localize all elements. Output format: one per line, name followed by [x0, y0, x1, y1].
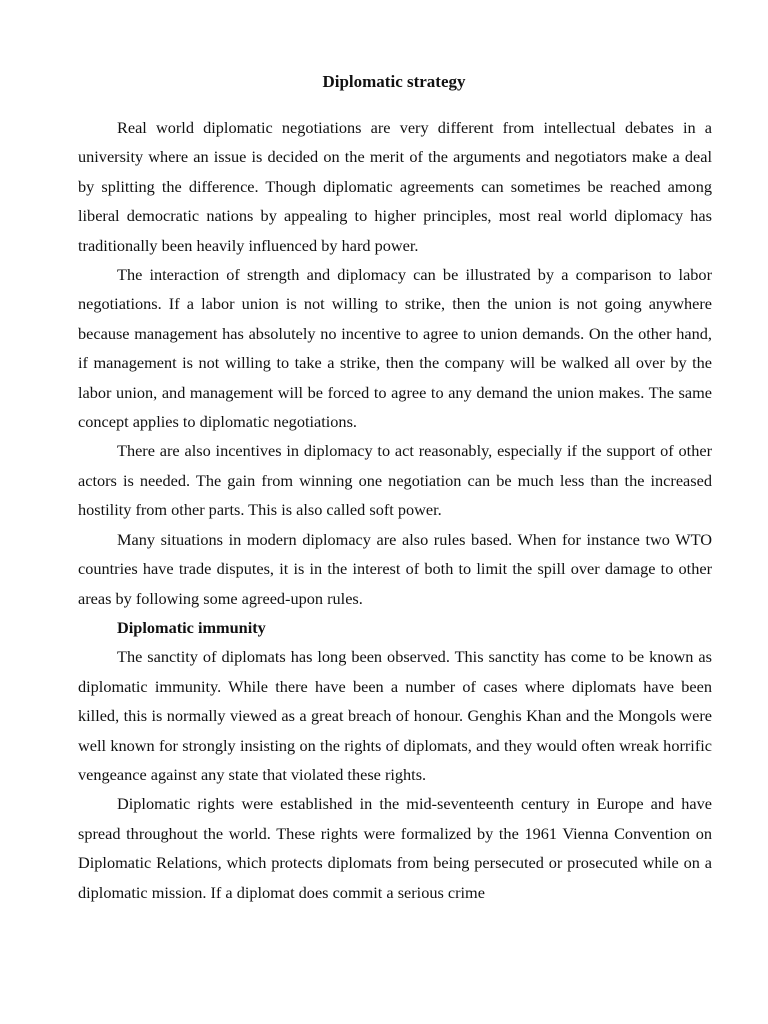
paragraph: The sanctity of diplomats has long been observed. This sanctity has come to be known as diplomatic immunity. While there have been a number of cases where diplomats have been killed, this is normally viewed as a great breach of honour. Genghis Khan and the Mongols were well known for strongly insisting on the rights of diplomats, and they would often wreak horrific vengeance against any state that violated these rights. [78, 647, 712, 784]
paragraph: Many situations in modern diplomacy are also rules based. When for instance two WTO countries have trade disputes, it is in the interest of both to limit the spill over damage to other areas by following some agreed-upon rules. [78, 529, 712, 608]
paragraph: Real world diplomatic negotiations are very different from intellectual debates in a university where an issue is decided on the merit of the arguments and negotiators make a deal by splitting the difference. Though diplomatic agreements can sometimes be reached among liberal democratic nations by appealing to higher principles, most real world diplomacy has traditionally been heavily influenced by hard power. [78, 118, 712, 255]
paragraph: The interaction of strength and diplomacy can be illustrated by a comparison to labor negotiations. If a labor union is not willing to strike, then the union is not going anywhere because management has absolutely no incentive to agree to union demands. On the other hand, if management is not willing to take a strike, then the company will be walked all over by the labor union, and management will be forced to agree to any demand the union makes. The same concept applies to diplomatic negotiations. [78, 265, 712, 432]
paragraph: Diplomatic rights were established in the mid-seventeenth century in Europe and have spread throughout the world. These rights were formalized by the 1961 Vienna Convention on Diplomatic Relations, which protects diplomats from being persecuted or prosecuted while on a diplomatic mission. If a diplomat does commit a serious crime [78, 794, 712, 902]
paragraph: There are also incentives in diplomacy to act reasonably, especially if the support of other actors is needed. The gain from winning one negotiation can be much less than the increased hostility from other parts. This is also called soft power. [78, 441, 712, 520]
page-title: Diplomatic strategy [322, 72, 466, 91]
section-heading: Diplomatic immunity [117, 617, 266, 637]
document-body [78, 113, 712, 907]
